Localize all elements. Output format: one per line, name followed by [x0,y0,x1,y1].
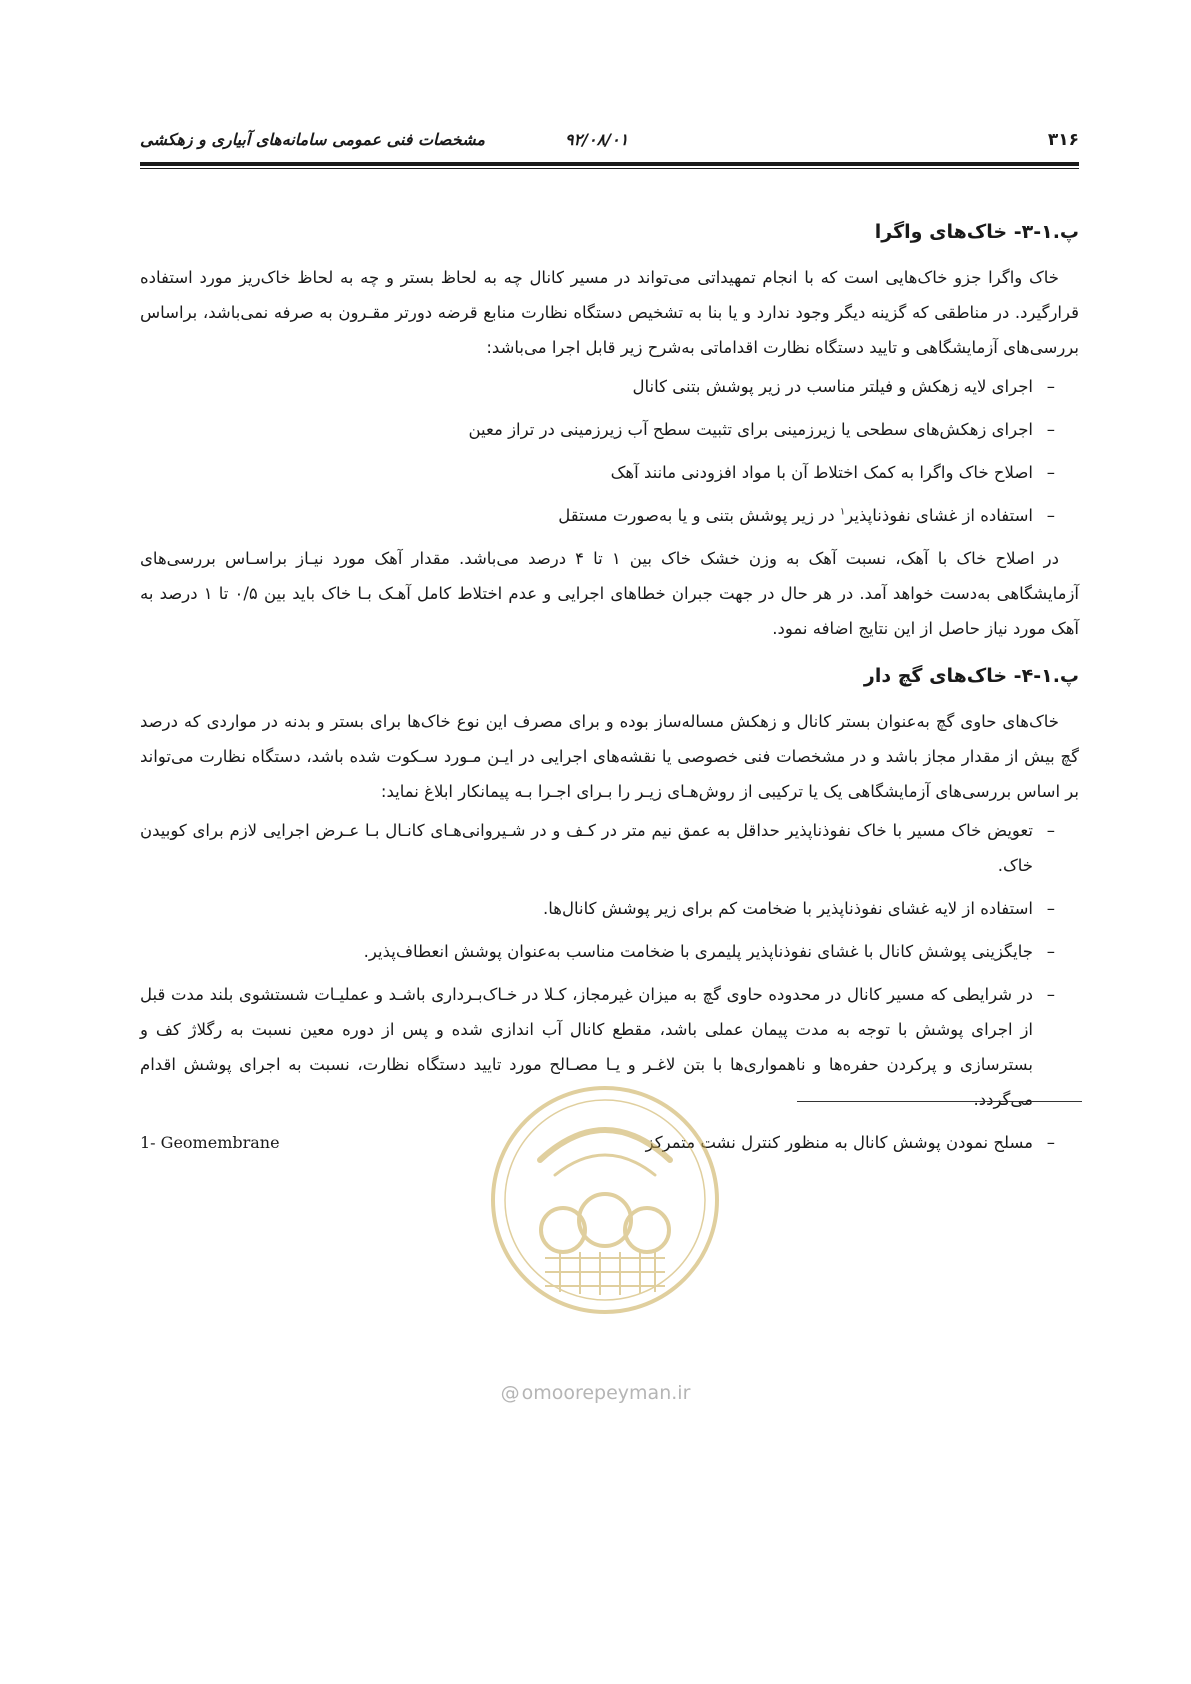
watermark-stamp-logo [485,1080,725,1320]
at-icon: @ [500,1382,520,1404]
list-item: – در شرایطی که مسیر کانال در محدوده حاوی گچ به میزان غیرمجاز، کـلا در خـاک‌بـرداری باشـد و عملیـات شستشوی بلند مدت قبل از اجرای پوشش با توجه به مدت پیمان عملی باشد، مقطع کانال آب اندازی شده و پس از دوره معین نسبت به رگلاژ کف و بسترسازی و پرکردن حفره‌ها و ناهمواری‌ها با بتن لاغـر و یـا مصـالح مورد تایید دستگاه نظارت، نسبت به اجرای پوشش اقدام می‌گردد. [140,977,1055,1117]
section-heading-dispersive-soils: پ.۱-۳- خاک‌های واگرا [874,221,1079,243]
page-header [140,120,1079,168]
list-item: – تعویض خاک مسیر با خاک نفوذناپذیر حداقل به عمق نیم متر در کـف و در شـیروانی‌هـای کانـال بـا عـرض اجرایی لازم برای کوبیدن خاک. [140,813,1055,883]
bullet-list [140,369,1079,533]
header-rule-thick [140,162,1079,166]
list-item: – استفاده از لایه غشای نفوذناپذیر با ضخامت کم برای زیر پوشش کانال‌ها. [140,891,1055,926]
paragraph: در اصلاح خاک با آهک، نسبت آهک به وزن خشک خاک بین ۱ تا ۴ درصد می‌باشد. مقدار آهک مورد نیـاز براسـاس بررسی‌های آزمایشگاهی به‌دست خواهد آمد. در هر حال در جهت جبران خطاهای اجرایی و عدم اختلاط کامل آهـک بـا خاک باید بین ۰/۵ تا ۱ درصد به آهک مورد نیاز حاصل از این نتایج اضافه نمود. [140,549,1079,638]
header-date: ۹۲/۰۸/۰۱ [565,130,629,149]
header-title: مشخصات فنی عمومی سامانه‌های آبیاری و زهکشی [140,130,485,149]
header-rule-thin [140,168,1079,169]
page-number: ۳۱۶ [1047,130,1079,150]
list-item-text: در زیر پوشش بتنی و یا به‌صورت مستقل [558,506,840,525]
paragraph: خاک‌های حاوی گچ به‌عنوان بستر کانال و زهکش مساله‌ساز بوده و برای مصرف این نوع خاک‌ها برای بستر و بدنه در مواردی که درصد گچ بیش از مقدار مجاز باشد و در مشخصات فنی خصوصی یا نقشه‌های اجرایی در ایـن مـورد سـکوت شده باشد، دستگاه نظارت می‌تواند بر اساس بررسی‌های آزمایشگاهی یک یا ترکیبی از روش‌هـای زیـر را بـرای اجـرا بـه پیمانکار ابلاغ نماید: [140,712,1079,801]
footnote-rule [797,1101,1082,1102]
list-item-text: استفاده از غشای نفوذناپذیر [845,506,1033,525]
watermark-url-text: omoorepeyman.ir [521,1382,691,1404]
list-item: – مسلح نمودن پوشش کانال به منظور کنترل نشت متمرکز [140,1125,1055,1160]
paragraph: خاک واگرا جزو خاک‌هایی است که با انجام تمهیداتی می‌تواند در مسیر کانال چه به لحاظ بستر و چه به لحاظ خاک‌ریز مورد استفاده قرارگیرد. در مناطقی که گزینه دیگر وجود ندارد و یا بنا به تشخیص دستگاه نظارت منابع قرضه دورتر مقـرون به صرفه نمی‌باشد، براساس بررسی‌های آزمایشگاهی و تایید دستگاه نظارت اقداماتی به‌شرح زیر قابل اجرا می‌باشد: [140,268,1079,357]
page-body [140,210,1079,1168]
list-item: – جایگزینی پوشش کانال با غشای نفوذناپذیر پلیمری با ضخامت مناسب به‌عنوان پوشش انعطاف‌پذیر. [140,934,1055,969]
list-item: – اجرای زهکش‌های سطحی یا زیرزمینی برای تثبیت سطح آب زیرزمینی در تراز معین [140,412,1055,447]
watermark-url [0,1382,1191,1404]
footnote-ref: ۱ [839,506,846,518]
list-item: – اصلاح خاک واگرا به کمک اختلاط آن با مواد افزودنی مانند آهک [140,455,1055,490]
section-heading-gypsum-soils: پ.۱-۴- خاک‌های گچ دار [863,665,1079,687]
list-item [140,498,1055,533]
footnote: 1- Geomembrane [140,1133,280,1152]
list-item: – اجرای لایه زهکش و فیلتر مناسب در زیر پوشش بتنی کانال [140,369,1055,404]
